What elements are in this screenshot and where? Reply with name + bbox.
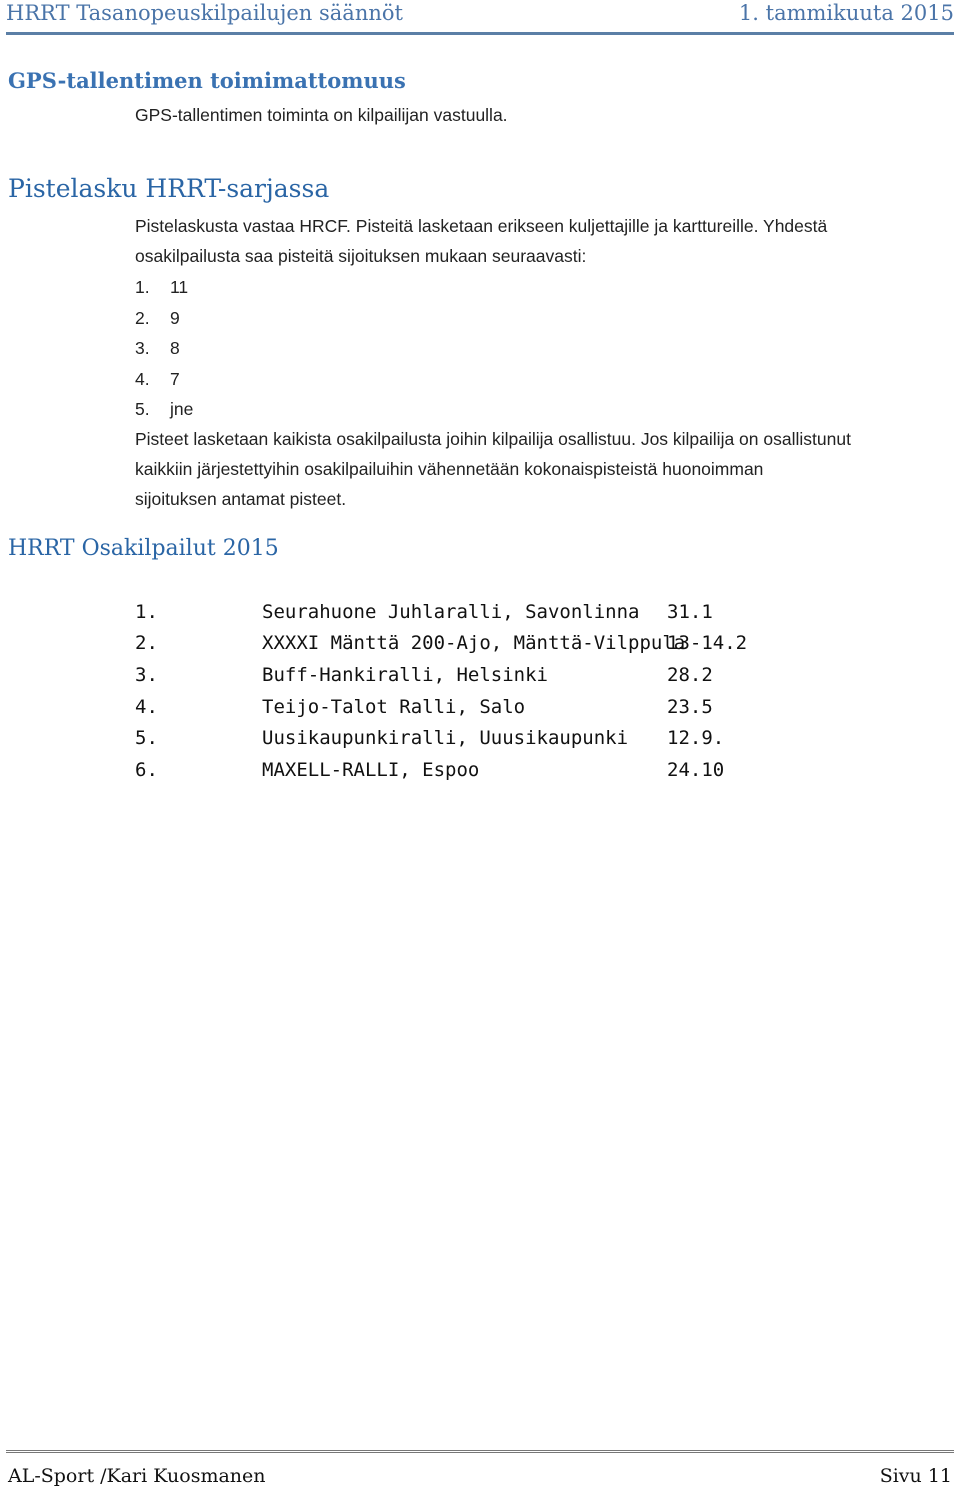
points-rank: 5. — [135, 399, 150, 419]
event-date: 23.5 — [667, 695, 713, 718]
event-number: 5. — [135, 727, 158, 750]
table-row — [135, 596, 787, 628]
table-row — [135, 722, 787, 754]
page-header — [6, 0, 954, 35]
event-date: 28.2 — [667, 663, 713, 686]
points-value: 8 — [170, 338, 180, 358]
gps-text-line: GPS-tallentimen toiminta on kilpailijan vastuulla. — [135, 105, 508, 125]
points-list — [135, 272, 193, 425]
list-item — [135, 364, 193, 395]
footer-author: AL-Sport /Kari Kuosmanen — [8, 1465, 266, 1487]
points-rank: 1. — [135, 277, 150, 297]
event-name: Teijo-Talot Ralli, Salo — [262, 695, 526, 718]
points-value: 9 — [170, 307, 180, 328]
scoring-rule-line: Pisteet lasketaan kaikista osakilpailusta joihin kilpailija osallistuu. Jos kilpailija on osallistunut — [135, 429, 851, 449]
points-value: 11 — [170, 277, 189, 297]
scoring-rule — [135, 424, 950, 514]
event-date: 13-14.2 — [667, 632, 748, 655]
scoring-rule-line: kaikkiin järjestettyihin osakilpailuihin vähennetään kokonaispisteistä huonoimman — [135, 459, 764, 479]
events-table — [135, 596, 787, 786]
page-number: Sivu 11 — [879, 1465, 952, 1487]
event-name: XXXXI Mänttä 200-Ajo, Mänttä-Vilppula — [262, 632, 686, 655]
table-row — [135, 628, 787, 660]
event-name: Seurahuone Juhlaralli, Savonlinna — [262, 600, 640, 623]
event-number: 4. — [135, 695, 158, 718]
scoring-intro-line: osakilpailusta saa pisteitä sijoituksen mukaan seuraavasti: — [135, 246, 587, 266]
event-date: 12.9. — [667, 727, 725, 750]
list-item — [135, 394, 193, 425]
gps-heading: GPS-tallentimen toimimattomuus — [8, 68, 406, 93]
table-row — [135, 754, 787, 786]
event-number: 2. — [135, 632, 158, 655]
event-name: Uusikaupunkiralli, Uuusikaupunki — [262, 727, 629, 750]
scoring-rule-line: sijoituksen antamat pisteet. — [135, 489, 347, 509]
event-name: Buff-Hankiralli, Helsinki — [262, 663, 548, 686]
list-item — [135, 272, 193, 303]
event-name: MAXELL-RALLI, Espoo — [262, 758, 480, 781]
list-item — [135, 333, 193, 364]
points-value: 7 — [170, 368, 180, 389]
event-date: 24.10 — [667, 758, 725, 781]
scoring-intro-line: Pistelaskusta vastaa HRCF. Pisteitä lasketaan erikseen kuljettajille ja karttureille. Yhdestä — [135, 216, 828, 236]
points-rank: 4. — [135, 368, 150, 389]
events-heading: HRRT Osakilpailut 2015 — [8, 536, 279, 561]
list-item — [135, 303, 193, 334]
table-row — [135, 691, 787, 723]
page-footer — [6, 1450, 954, 1487]
document-title: HRRT Tasanopeuskilpailujen säännöt — [6, 1, 403, 25]
points-rank: 2. — [135, 307, 150, 328]
scoring-heading: Pistelasku HRRT-sarjassa — [8, 174, 330, 203]
event-number: 6. — [135, 758, 158, 781]
points-rank: 3. — [135, 338, 150, 358]
document-date: 1. tammikuuta 2015 — [738, 1, 954, 25]
event-number: 1. — [135, 600, 158, 623]
points-value: jne — [170, 399, 194, 419]
gps-text — [135, 100, 950, 130]
table-row — [135, 659, 787, 691]
scoring-intro — [135, 211, 950, 271]
event-number: 3. — [135, 663, 158, 686]
event-date: 31.1 — [667, 600, 713, 623]
